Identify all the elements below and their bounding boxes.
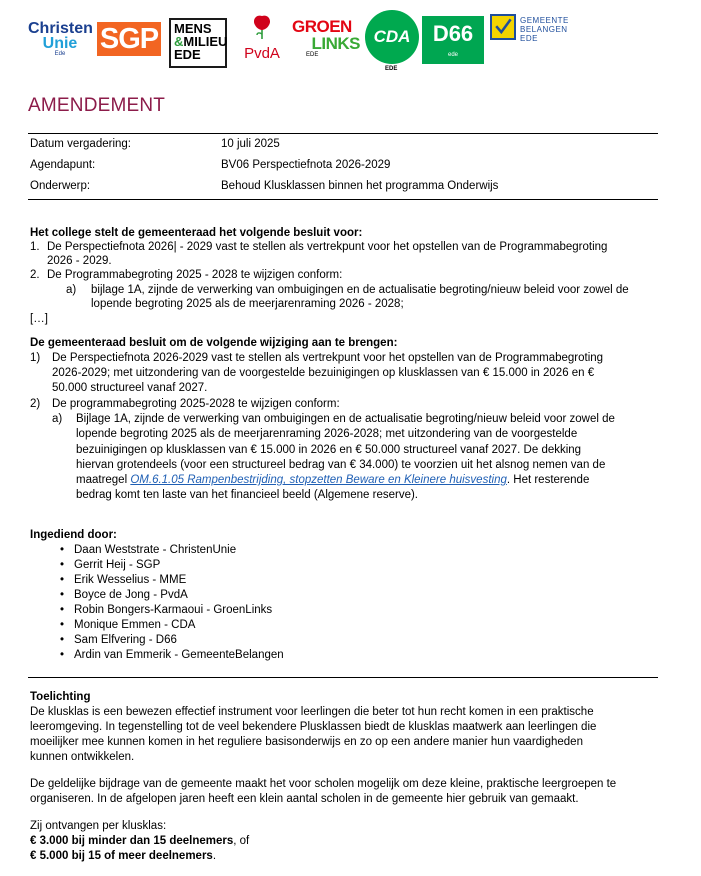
submitted-heading: Ingediend door: — [30, 529, 117, 541]
mens-milieu-ede-logo: MENS &MILIEU EDE — [169, 18, 227, 68]
groenlinks-logo: GROEN LINKS EDE — [292, 17, 360, 58]
divider — [28, 677, 658, 678]
christenunie-logo: Christen Unie Ede — [28, 20, 93, 57]
list-item: • Daan Weststrate - ChristenUnie — [74, 543, 236, 557]
meta-row-onderwerp: Onderwerp: Behoud Klusklassen binnen het programma Onderwijs — [30, 180, 499, 192]
sgp-logo: SGP — [97, 22, 161, 56]
toelichting-heading: Toelichting — [30, 691, 91, 703]
maatregel-link[interactable]: OM.6.1.05 Rampenbestrijding, stopzetten Beware en Kleinere huisvesting — [130, 474, 507, 486]
meta-row-agendapunt: Agendapunt: BV06 Perspectiefnota 2026-2029 — [30, 159, 391, 171]
list-item: • Monique Emmen - CDA — [74, 618, 195, 632]
cda-ede-label: EDE — [385, 66, 398, 72]
raad-heading: De gemeenteraad besluit om de volgende wijziging aan te brengen: — [30, 337, 398, 349]
rose-icon — [248, 12, 276, 40]
document-title: AMENDEMENT — [28, 95, 166, 116]
list-item: • Sam Elfvering - D66 — [74, 633, 177, 647]
pvda-logo: PvdA — [233, 12, 291, 74]
list-item: • Robin Bongers-Karmaoui - GroenLinks — [74, 603, 272, 617]
divider — [28, 133, 658, 134]
checkbox-icon — [490, 14, 516, 40]
list-item: • Boyce de Jong - PvdA — [74, 588, 188, 602]
cda-logo: CDA — [365, 10, 419, 64]
gemeentebelangen-logo: GEMEENTE BELANGEN EDE — [490, 14, 572, 48]
meta-row-datum: Datum vergadering: 10 juli 2025 — [30, 138, 280, 150]
college-heading: Het college stelt de gemeenteraad het volgende besluit voor: — [30, 227, 363, 239]
list-item: • Ardin van Emmerik - GemeenteBelangen — [74, 648, 284, 662]
divider — [28, 199, 658, 200]
list-item: • Gerrit Heij - SGP — [74, 558, 160, 572]
d66-logo: D66 ede — [422, 16, 484, 64]
list-item: • Erik Wesselius - MME — [74, 573, 186, 587]
party-logos — [28, 10, 678, 76]
